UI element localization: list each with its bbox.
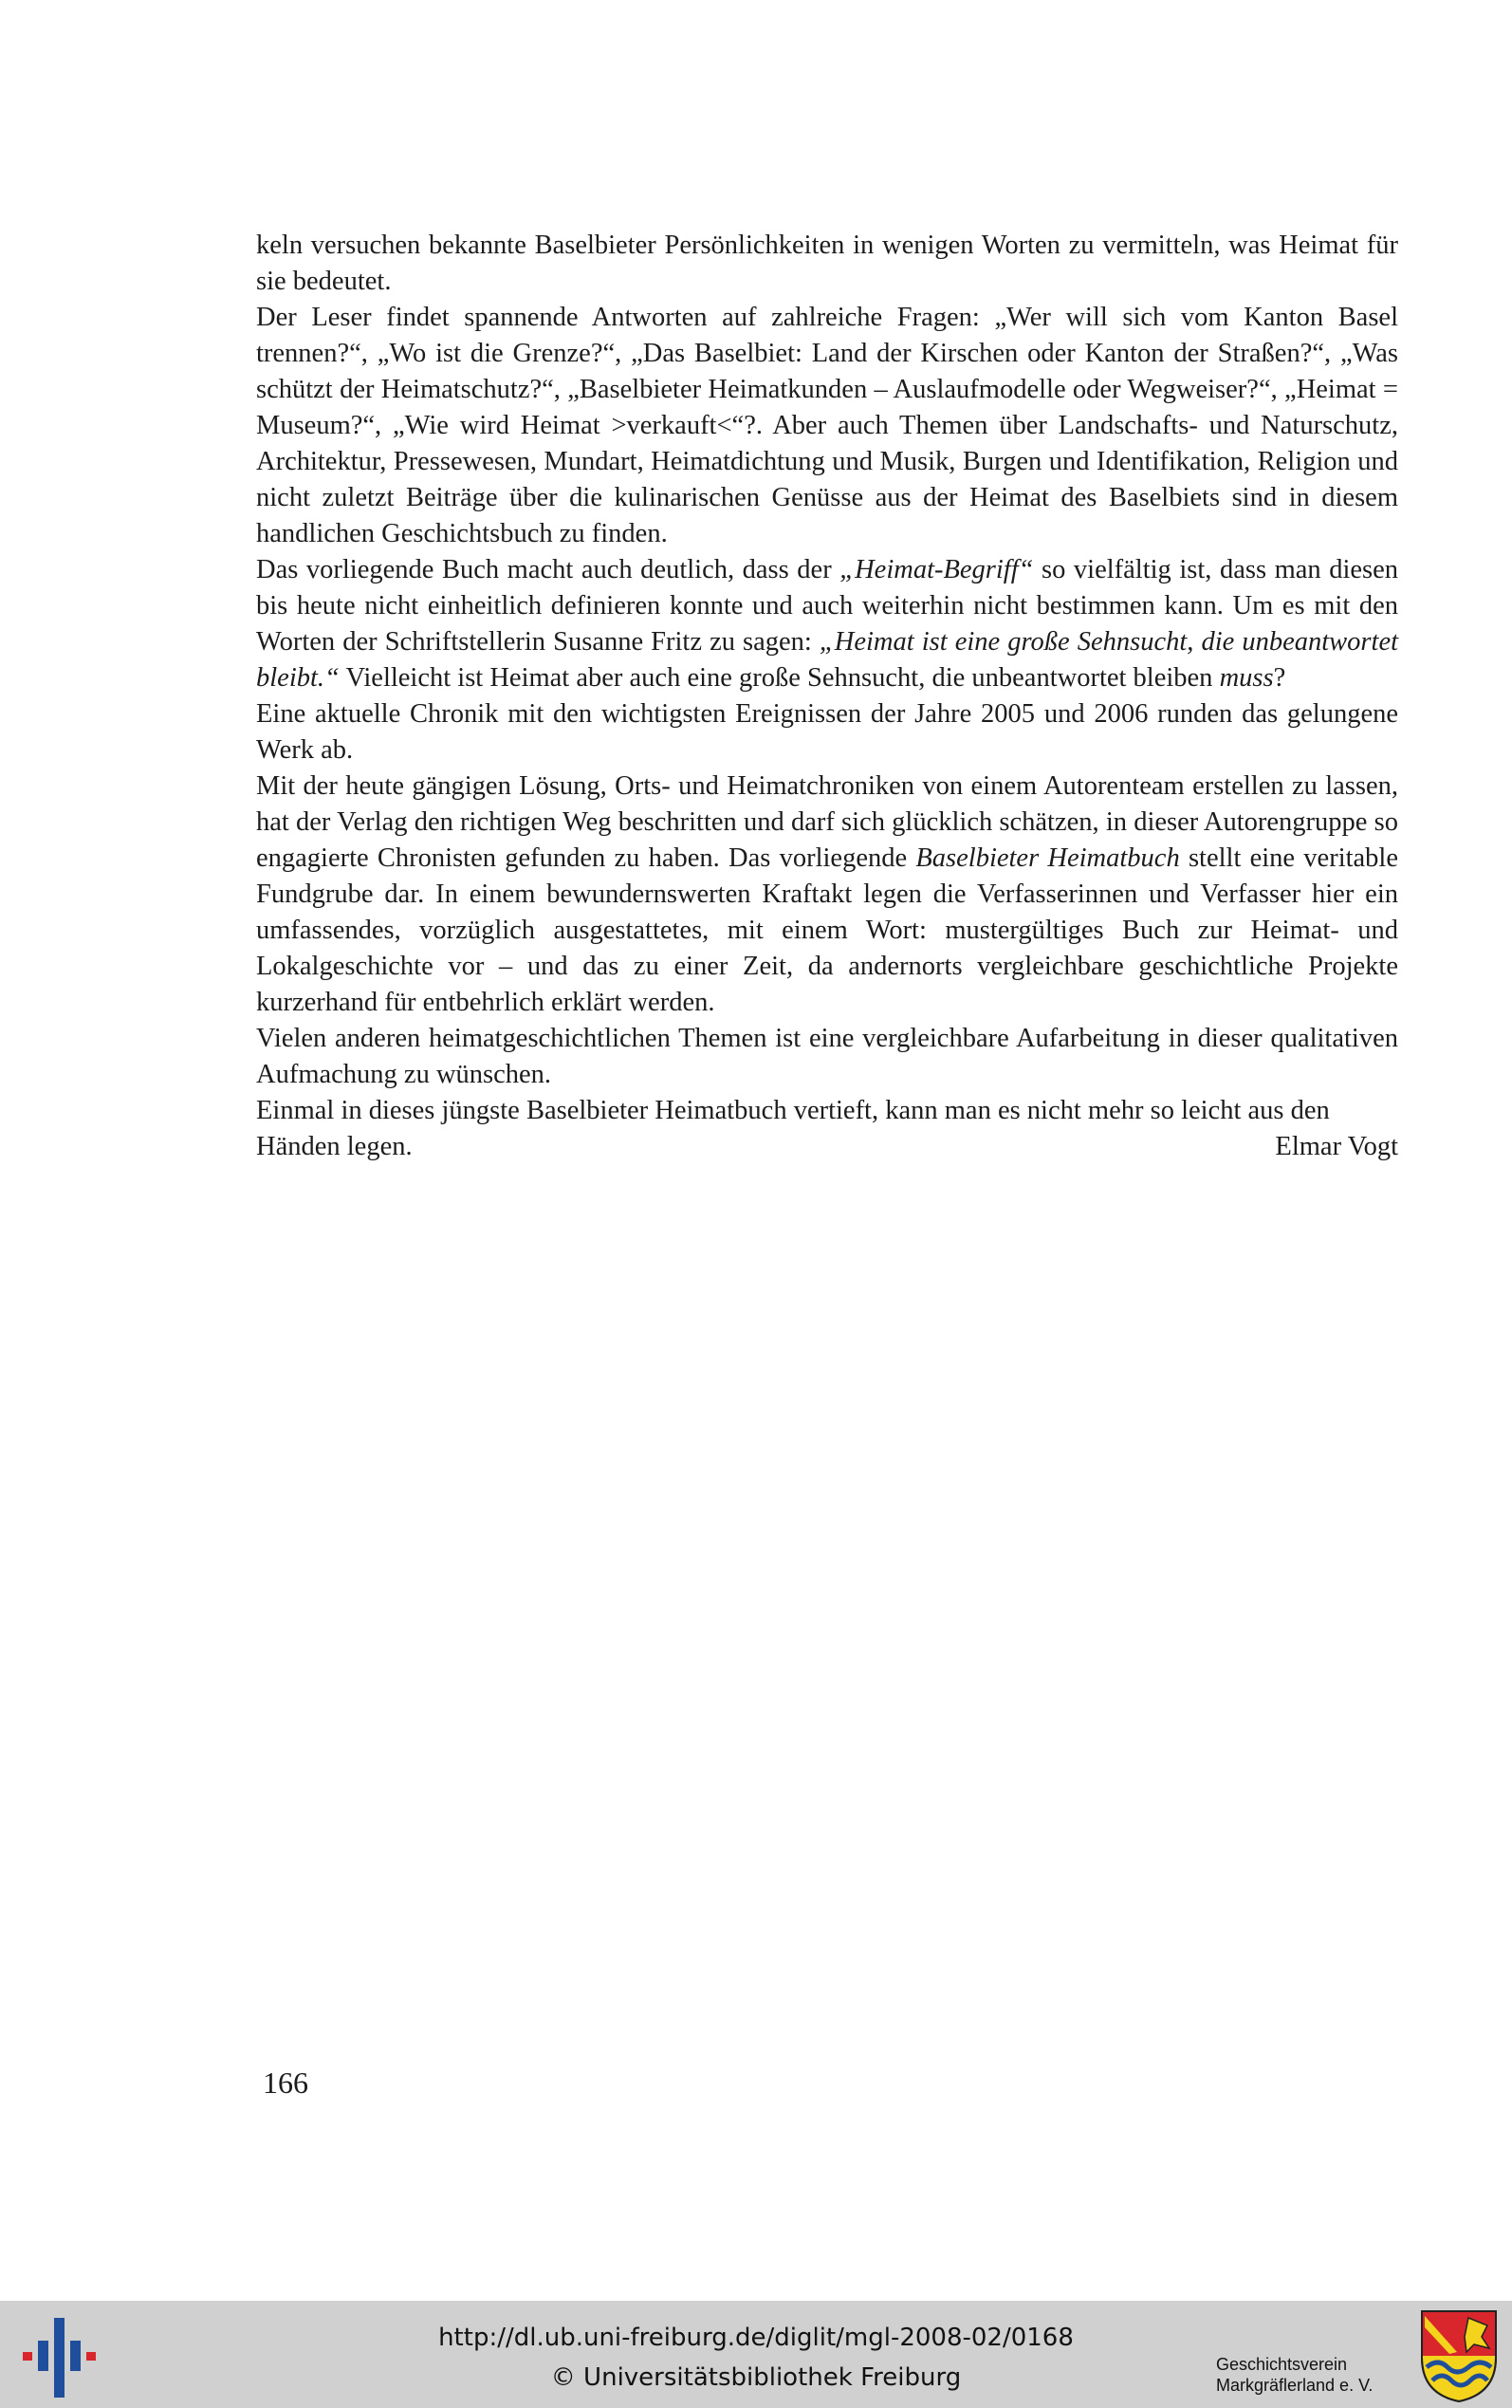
text-run: Mit der heute gängigen Lösung, Orts- und Heimatchroniken von einem Autorenteam erstellen zu lassen, hat der Verlag den richtigen Weg beschritten und darf sich glücklich schätzen, in dieser Autorengruppe so engagierte Chronisten gefunden zu haben. Das vorliegende — [256, 771, 1398, 873]
page-body — [256, 228, 1398, 1165]
text-run: keln versuchen bekannte Baselbieter Persönlichkeiten in wenigen Worten zu vermitteln, was Heimat für sie bedeutet. — [256, 231, 1398, 296]
author-signature: Elmar Vogt — [1275, 1132, 1398, 1161]
text-run: Vielen anderen heimatgeschichtlichen Themen ist eine vergleichbare Aufarbeitung in dieser qualitativen Aufmachung zu wünschen. — [256, 1024, 1398, 1089]
paragraph — [256, 552, 1398, 696]
paragraph — [256, 300, 1398, 552]
paragraph — [256, 696, 1398, 769]
text-run: Der Leser findet spannende Antworten auf zahlreiche Fragen: „Wer will sich vom Kanton Basel trennen?“, „Wo ist die Grenze?“, „Das Baselbiet: Land der Kirschen oder Kanton der Straßen?“, „Was schützt der Heimatschutz?“, „Baselbieter Heimatkunden – Auslaufmodelle oder Wegweiser?“, „Heimat = Museum?“, „Wie wird Heimat >verkauft<“?. Aber auch Themen über Landschafts- und Naturschutz, Architektur, Pressewesen, Mundart, Heimatdichtung und Musik, Burgen und Identifikation, Religion und nicht zuletzt Beiträge über die kulinarischen Genüsse aus der Heimat des Baselbiets sind in diesem handlichen Geschichtsbuch zu finden. — [256, 303, 1398, 548]
society-name — [1216, 2354, 1373, 2396]
italic-text: „Heimat ist eine große Sehnsucht, die unbeantwortet bleibt.“ — [256, 627, 1399, 693]
footer-copyright: © Universitätsbibliothek Freiburg — [550, 2363, 962, 2392]
text-run: Einmal in dieses jüngste Baselbieter Heimatbuch vertieft, kann man es nicht mehr so leicht aus den Händen legen. — [256, 1096, 1330, 1161]
italic-text: Baselbieter Heimatbuch — [915, 843, 1180, 873]
italic-text: „Heimat-Begriff“ — [839, 555, 1034, 584]
society-name-line1: Geschichtsverein — [1216, 2355, 1348, 2374]
paragraph — [256, 1021, 1398, 1093]
text-run: Eine aktuelle Chronik mit den wichtigsten Ereignissen der Jahre 2005 und 2006 runden das gelungene Werk ab. — [256, 699, 1398, 765]
paragraph — [256, 769, 1398, 1021]
page-number: 166 — [263, 2065, 308, 2100]
footer-url-link[interactable]: http://dl.ub.uni-freiburg.de/diglit/mgl-2008-02/0168 — [438, 2324, 1074, 2352]
closing-paragraph — [256, 1093, 1398, 1165]
text-run: ? — [1273, 663, 1286, 693]
text-run: Vielleicht ist Heimat aber auch eine große Sehnsucht, die unbeantwortet bleiben — [339, 663, 1220, 693]
footer-bar — [0, 2301, 1512, 2408]
text-run: stellt eine veritable Fundgrube dar. In einem bewundernswerten Kraftakt legen die Verfasserinnen und Verfasser hier ein umfassendes, vorzüglich ausgestattetes, mit einem Wort: mustergültiges Buch zur Heimat- und Lokalgeschichte vor – und das zu einer Zeit, da andernorts vergleichbare geschichtliche Projekte kurzerhand für entbehrlich erklärt werden. — [256, 843, 1399, 1017]
society-name-line2: Markgräflerland e. V. — [1216, 2376, 1374, 2395]
text-run: Das vorliegende Buch macht auch deutlich, dass der — [256, 555, 840, 584]
paragraph — [256, 228, 1398, 300]
italic-text: muss — [1219, 663, 1274, 693]
coat-of-arms-icon — [1419, 2308, 1499, 2403]
text-run: so vielfältig ist, dass man diesen bis heute nicht einheitlich definieren konnte und auch weiterhin nicht bestimmen kann. Um es mit den Worten der Schriftstellerin Susanne Fritz zu sagen: — [256, 555, 1399, 657]
